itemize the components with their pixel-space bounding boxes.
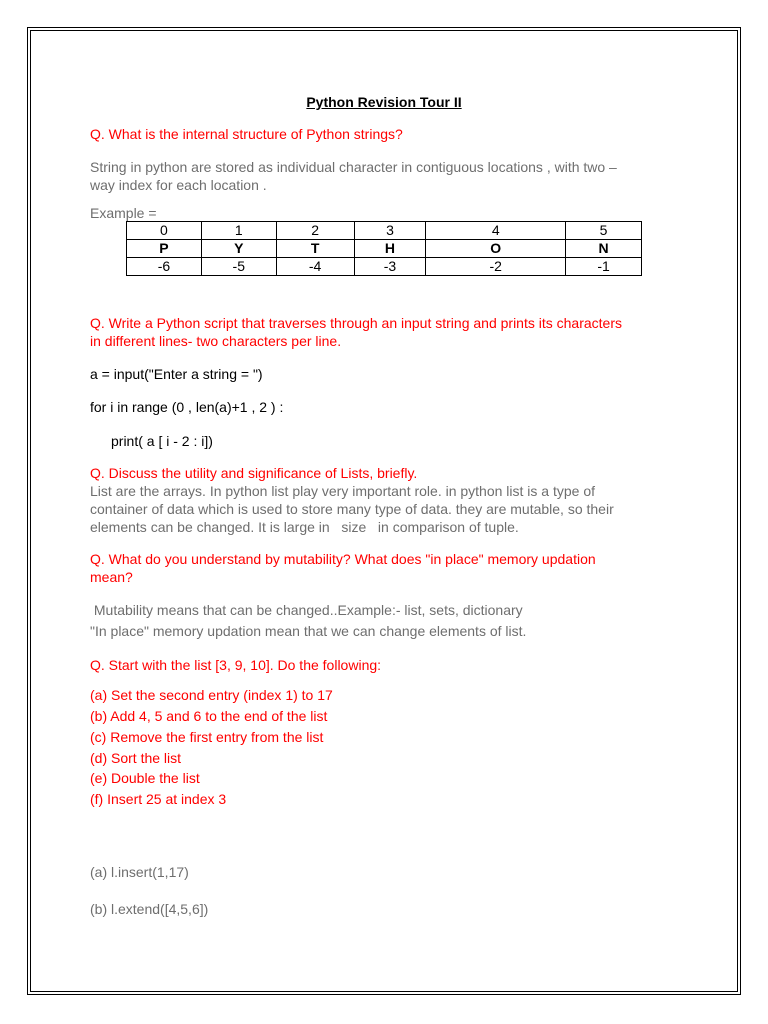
answer-item: (a) l.insert(1,17) — [90, 864, 189, 880]
table-cell: O — [426, 240, 566, 258]
table-cell: -2 — [426, 258, 566, 276]
table-cell: -5 — [201, 258, 276, 276]
answer-lists-line1: List are the arrays. In python list play very important role. in python list is a type of — [90, 483, 596, 499]
question-mutability-line2: mean? — [90, 569, 133, 585]
task-item: (a) Set the second entry (index 1) to 17 — [90, 687, 333, 703]
character-row — [127, 240, 642, 258]
table-cell: N — [566, 240, 642, 258]
table-cell: 0 — [127, 222, 202, 240]
table-cell: T — [276, 240, 354, 258]
answer-mutability-line2: "In place" memory updation mean that we can change elements of list. — [90, 623, 527, 639]
code-line-print: print( a [ i - 2 : i]) — [111, 433, 213, 449]
answer-lists-line2: container of data which is used to store many type of data. they are mutable, so their — [90, 501, 614, 517]
table-cell: P — [127, 240, 202, 258]
answer-lists-line3: elements can be changed. It is large in size in comparison of tuple. — [90, 519, 519, 535]
table-cell: -4 — [276, 258, 354, 276]
answer-mutability-line1: Mutability means that can be changed..Example:- list, sets, dictionary — [90, 602, 523, 618]
code-line-input: a = input("Enter a string = ") — [90, 366, 263, 382]
task-item: (c) Remove the first entry from the list — [90, 729, 324, 745]
code-line-for: for i in range (0 , len(a)+1 , 2 ) : — [90, 399, 284, 415]
task-item: (d) Sort the list — [90, 750, 182, 766]
positive-index-row — [127, 222, 642, 240]
question-traverse-line1: Q. Write a Python script that traverses through an input string and prints its characters — [90, 315, 622, 331]
question-traverse-line2: in different lines- two characters per line. — [90, 333, 342, 349]
example-label: Example = — [90, 205, 157, 221]
table-cell: Y — [201, 240, 276, 258]
string-index-table — [126, 221, 642, 276]
table-cell: 1 — [201, 222, 276, 240]
page-title: Python Revision Tour II — [306, 94, 462, 110]
table-cell: 2 — [276, 222, 354, 240]
task-item: (e) Double the list — [90, 770, 200, 786]
answer-item: (b) l.extend([4,5,6]) — [90, 901, 209, 917]
task-item: (b) Add 4, 5 and 6 to the end of the list — [90, 708, 328, 724]
table-cell: 5 — [566, 222, 642, 240]
table-cell: -1 — [566, 258, 642, 276]
answer-string-structure-line2: way index for each location . — [90, 177, 267, 193]
table-cell: 4 — [426, 222, 566, 240]
table-cell: H — [354, 240, 426, 258]
question-lists: Q. Discuss the utility and significance of Lists, briefly. — [90, 465, 418, 481]
table-cell: 3 — [354, 222, 426, 240]
task-item: (f) Insert 25 at index 3 — [90, 791, 227, 807]
question-mutability-line1: Q. What do you understand by mutability? What does "in place" memory updation — [90, 551, 596, 567]
negative-index-row — [127, 258, 642, 276]
table-cell: -6 — [127, 258, 202, 276]
answer-string-structure-line1: String in python are stored as individual character in contiguous locations , with two – — [90, 159, 617, 175]
table-cell: -3 — [354, 258, 426, 276]
question-list-operations: Q. Start with the list [3, 9, 10]. Do the following: — [90, 657, 382, 673]
question-string-structure: Q. What is the internal structure of Python strings? — [90, 126, 403, 142]
